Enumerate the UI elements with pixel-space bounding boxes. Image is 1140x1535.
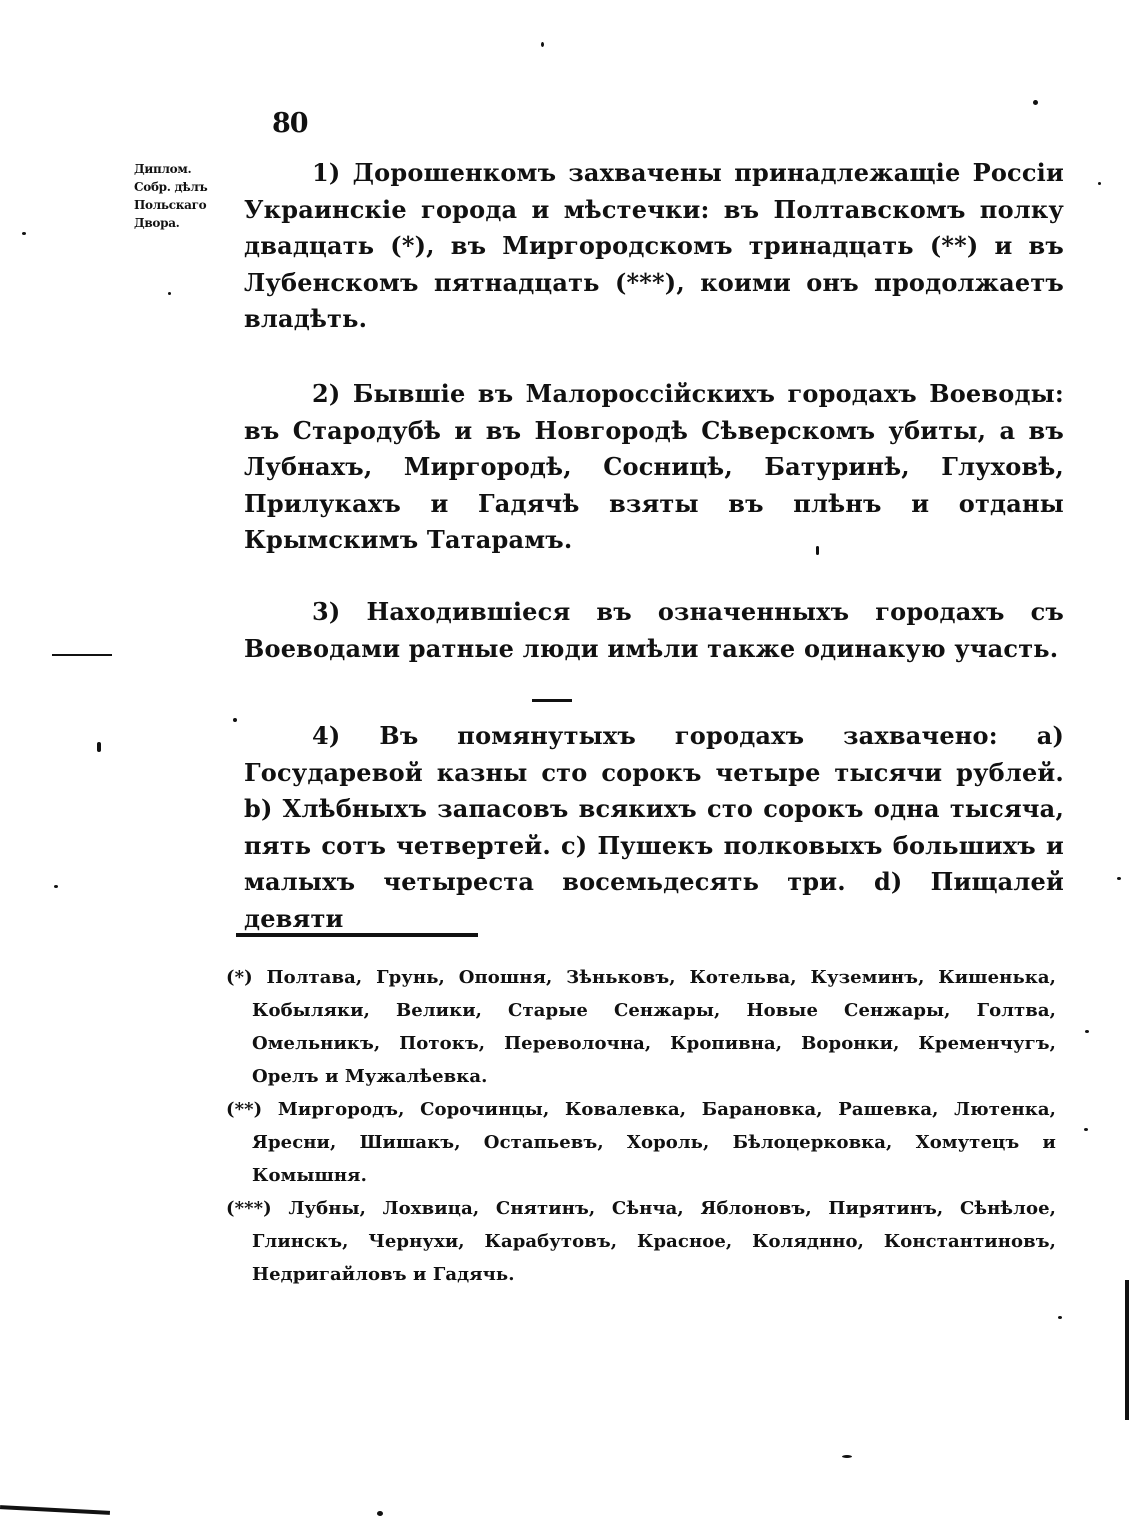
scan-speck	[168, 292, 171, 295]
scan-speck	[816, 546, 819, 555]
scan-speck	[541, 42, 544, 47]
footnote-2: (**) Миргородъ, Сорочинцы, Ковалевка, Барановка, Рашевка, Лютенка, Яресни, Шишакъ, Остапьевъ, Хороль, Бѣлоцерковка, Хомутецъ и Комышня.	[226, 1099, 1056, 1186]
section-dash	[532, 699, 572, 702]
margin-note: Диплом. Собр. дѣлъ Польскаго Двора.	[134, 162, 208, 230]
scan-speck	[54, 885, 58, 888]
scan-speck	[1033, 100, 1038, 105]
scan-speck	[1117, 877, 1121, 880]
paragraph-3: 3) Находившіеся въ означенныхъ городахъ съ Воеводами ратные люди имѣли также одинакую участь.	[244, 597, 1064, 663]
scan-edge-line	[0, 1505, 110, 1515]
footnotes	[226, 961, 1056, 1291]
paragraph-1: 1) Дорошенкомъ захвачены принадлежащіе Россіи Украинскіе города и мѣстечки: въ Полтавскомъ полку двадцать (*), въ Миргородскомъ тринадцать (**) и въ Лубенскомъ пятнадцать (***), коими онъ продолжаетъ владѣть.	[244, 158, 1064, 333]
scan-speck	[1098, 182, 1101, 185]
scan-edge-line	[52, 654, 112, 656]
scan-speck	[233, 718, 237, 722]
scan-speck	[1084, 1128, 1088, 1131]
scan-speck	[97, 742, 101, 752]
footnote-3: (***) Лубны, Лохвица, Снятинъ, Сѣнча, Яблоновъ, Пирятинъ, Сѣнѣлое, Глинскъ, Чернухи, Карабутовъ, Красное, Коляднно, Константиновъ, Недригайловъ и Гадячь.	[226, 1198, 1056, 1285]
footnote-1: (*) Полтава, Грунь, Опошня, Зѣньковъ, Котельва, Куземинъ, Кишенька, Кобыляки, Велики, Старые Сенжары, Новые Сенжары, Голтва, Омельникъ, Потокъ, Переволочна, Кропивна, Воронки, Кременчугъ, Орелъ и Мужалѣевка.	[226, 967, 1056, 1087]
paragraph-4: 4) Въ помянутыхъ городахъ захвачено: a) Государевой казны сто сорокъ четыре тысячи рублей. b) Хлѣбныхъ запасовъ всякихъ сто сорокъ одна тысяча, пять сотъ четвертей. c) Пушекъ полковыхъ большихъ и малыхъ четыреста восемьдесять три. d) Пищалей девяти	[244, 721, 1064, 933]
scan-speck	[1058, 1316, 1062, 1319]
scan-speck	[842, 1455, 852, 1458]
page-number: 80	[272, 108, 308, 139]
paragraph-2: 2) Бывшіе въ Малороссійскихъ городахъ Воеводы: въ Стародубѣ и въ Новгородѣ Сѣверскомъ убиты, а въ Лубнахъ, Миргородѣ, Сосницѣ, Батуринѣ, Глуховѣ, Прилукахъ и Гадячѣ взяты въ плѣнъ и отданы Крымскимъ Татарамъ.	[244, 379, 1064, 554]
scan-speck	[377, 1511, 383, 1516]
footnote-rule	[236, 933, 478, 937]
scan-speck	[1085, 1030, 1089, 1033]
scan-edge-line	[1125, 1280, 1129, 1420]
scan-speck	[22, 232, 26, 235]
